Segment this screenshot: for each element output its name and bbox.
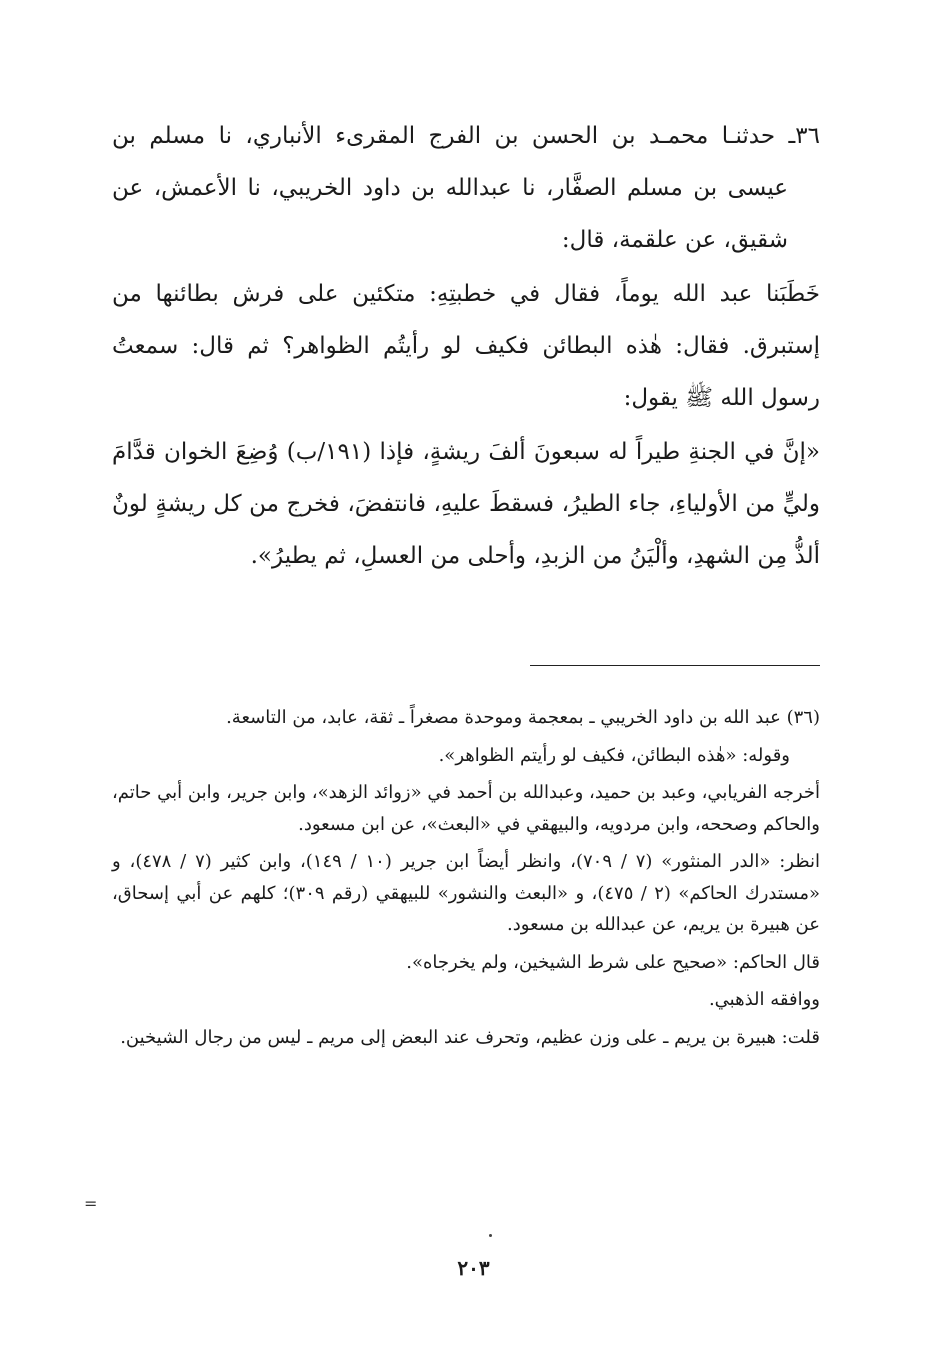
print-speck [489, 1234, 492, 1237]
footnote-separator [530, 665, 820, 666]
footnotes [112, 702, 820, 1059]
footnote-takhrij: أخرجه الفريابي، وعبد بن حميد، وعبدالله بن أحمد في «زوائد الزهد»، وابن جرير، وابن أبي حاتم، والحاكم وصححه، وابن مردويه، والبيهقي في «البعث»، عن ابن مسعود. [112, 782, 820, 835]
page-number: ٢٠٣ [457, 1256, 490, 1280]
footnote-heading: (٣٦) عبد الله بن داود الخريبي ـ بمعجمة وموحدة مصغراً ـ ثقة، عابد، من التاسعة. [226, 707, 820, 728]
athar-paragraph: خَطَبَنا عبد الله يوماً، فقال في خطبتِهِ: متكئين على فرش بطائنها من إستبرق. فقال: هٰذه البطائن فكيف لو رأيتُم الظواهر؟ ثم قال: سمعتُ رسول الله ﷺ يقول: [112, 281, 820, 411]
footnote-references: انظر: «الدر المنثور» (٧ / ٧٠٩)، وانظر أيضاً ابن جرير (١٠ / ١٤٩)، وابن كثير (٧ / ٤٧٨)، و «مستدرك الحاكم» (٢ / ٤٧٥)، و «البعث والنشور» للبيهقي (رقم ٣٠٩)؛ كلهم عن أبي إسحاق، عن هبيرة بن يريم، عن عبدالله بن مسعود. [112, 851, 821, 935]
footnote-note: قلت: هبيرة بن يريم ـ على وزن عظيم، وتحرف عند البعض إلى مريم ـ ليس من رجال الشيخين. [120, 1026, 820, 1048]
margin-mark: = [84, 1194, 98, 1213]
footnote-line: وقوله: «هٰذه البطائن، فكيف لو رأيتم الظواهر». [438, 744, 790, 766]
footnote-dhahabi: ووافقه الذهبي. [708, 989, 820, 1010]
matn-paragraph: «إنَّ في الجنةِ طيراً له سبعونَ ألفَ ريشةٍ، فإذا (١٩١/ب) وُضِعَ الخوان قدَّامَ وليٍّ من الأولياءِ، جاء الطيرُ، فسقطَ عليهِ، فانتفضَ، فخرج من كل ريشةٍ لونٌ ألذُّ مِن الشهدِ، وألْيَنُ من الزبدِ، وأحلى من العسلِ، ثم يطيرُ». [112, 439, 820, 569]
footnote-hakim: قال الحاكم: «صحيح على شرط الشيخين، ولم يخرجاه». [406, 951, 820, 973]
athar-text [112, 268, 820, 424]
isnad-paragraph: ٣٦ـ حدثنـا محمـد بن الحسن بن الفرج المقرىء الأنباري، نا مسلم بن عيسى بن مسلم الصفَّار، نا عبدالله بن داود الخريبي، نا الأعمش، عن شقيق، عن علقمة، قال: [112, 123, 820, 253]
hadith-matn [112, 426, 820, 582]
hadith-isnad [112, 110, 820, 266]
